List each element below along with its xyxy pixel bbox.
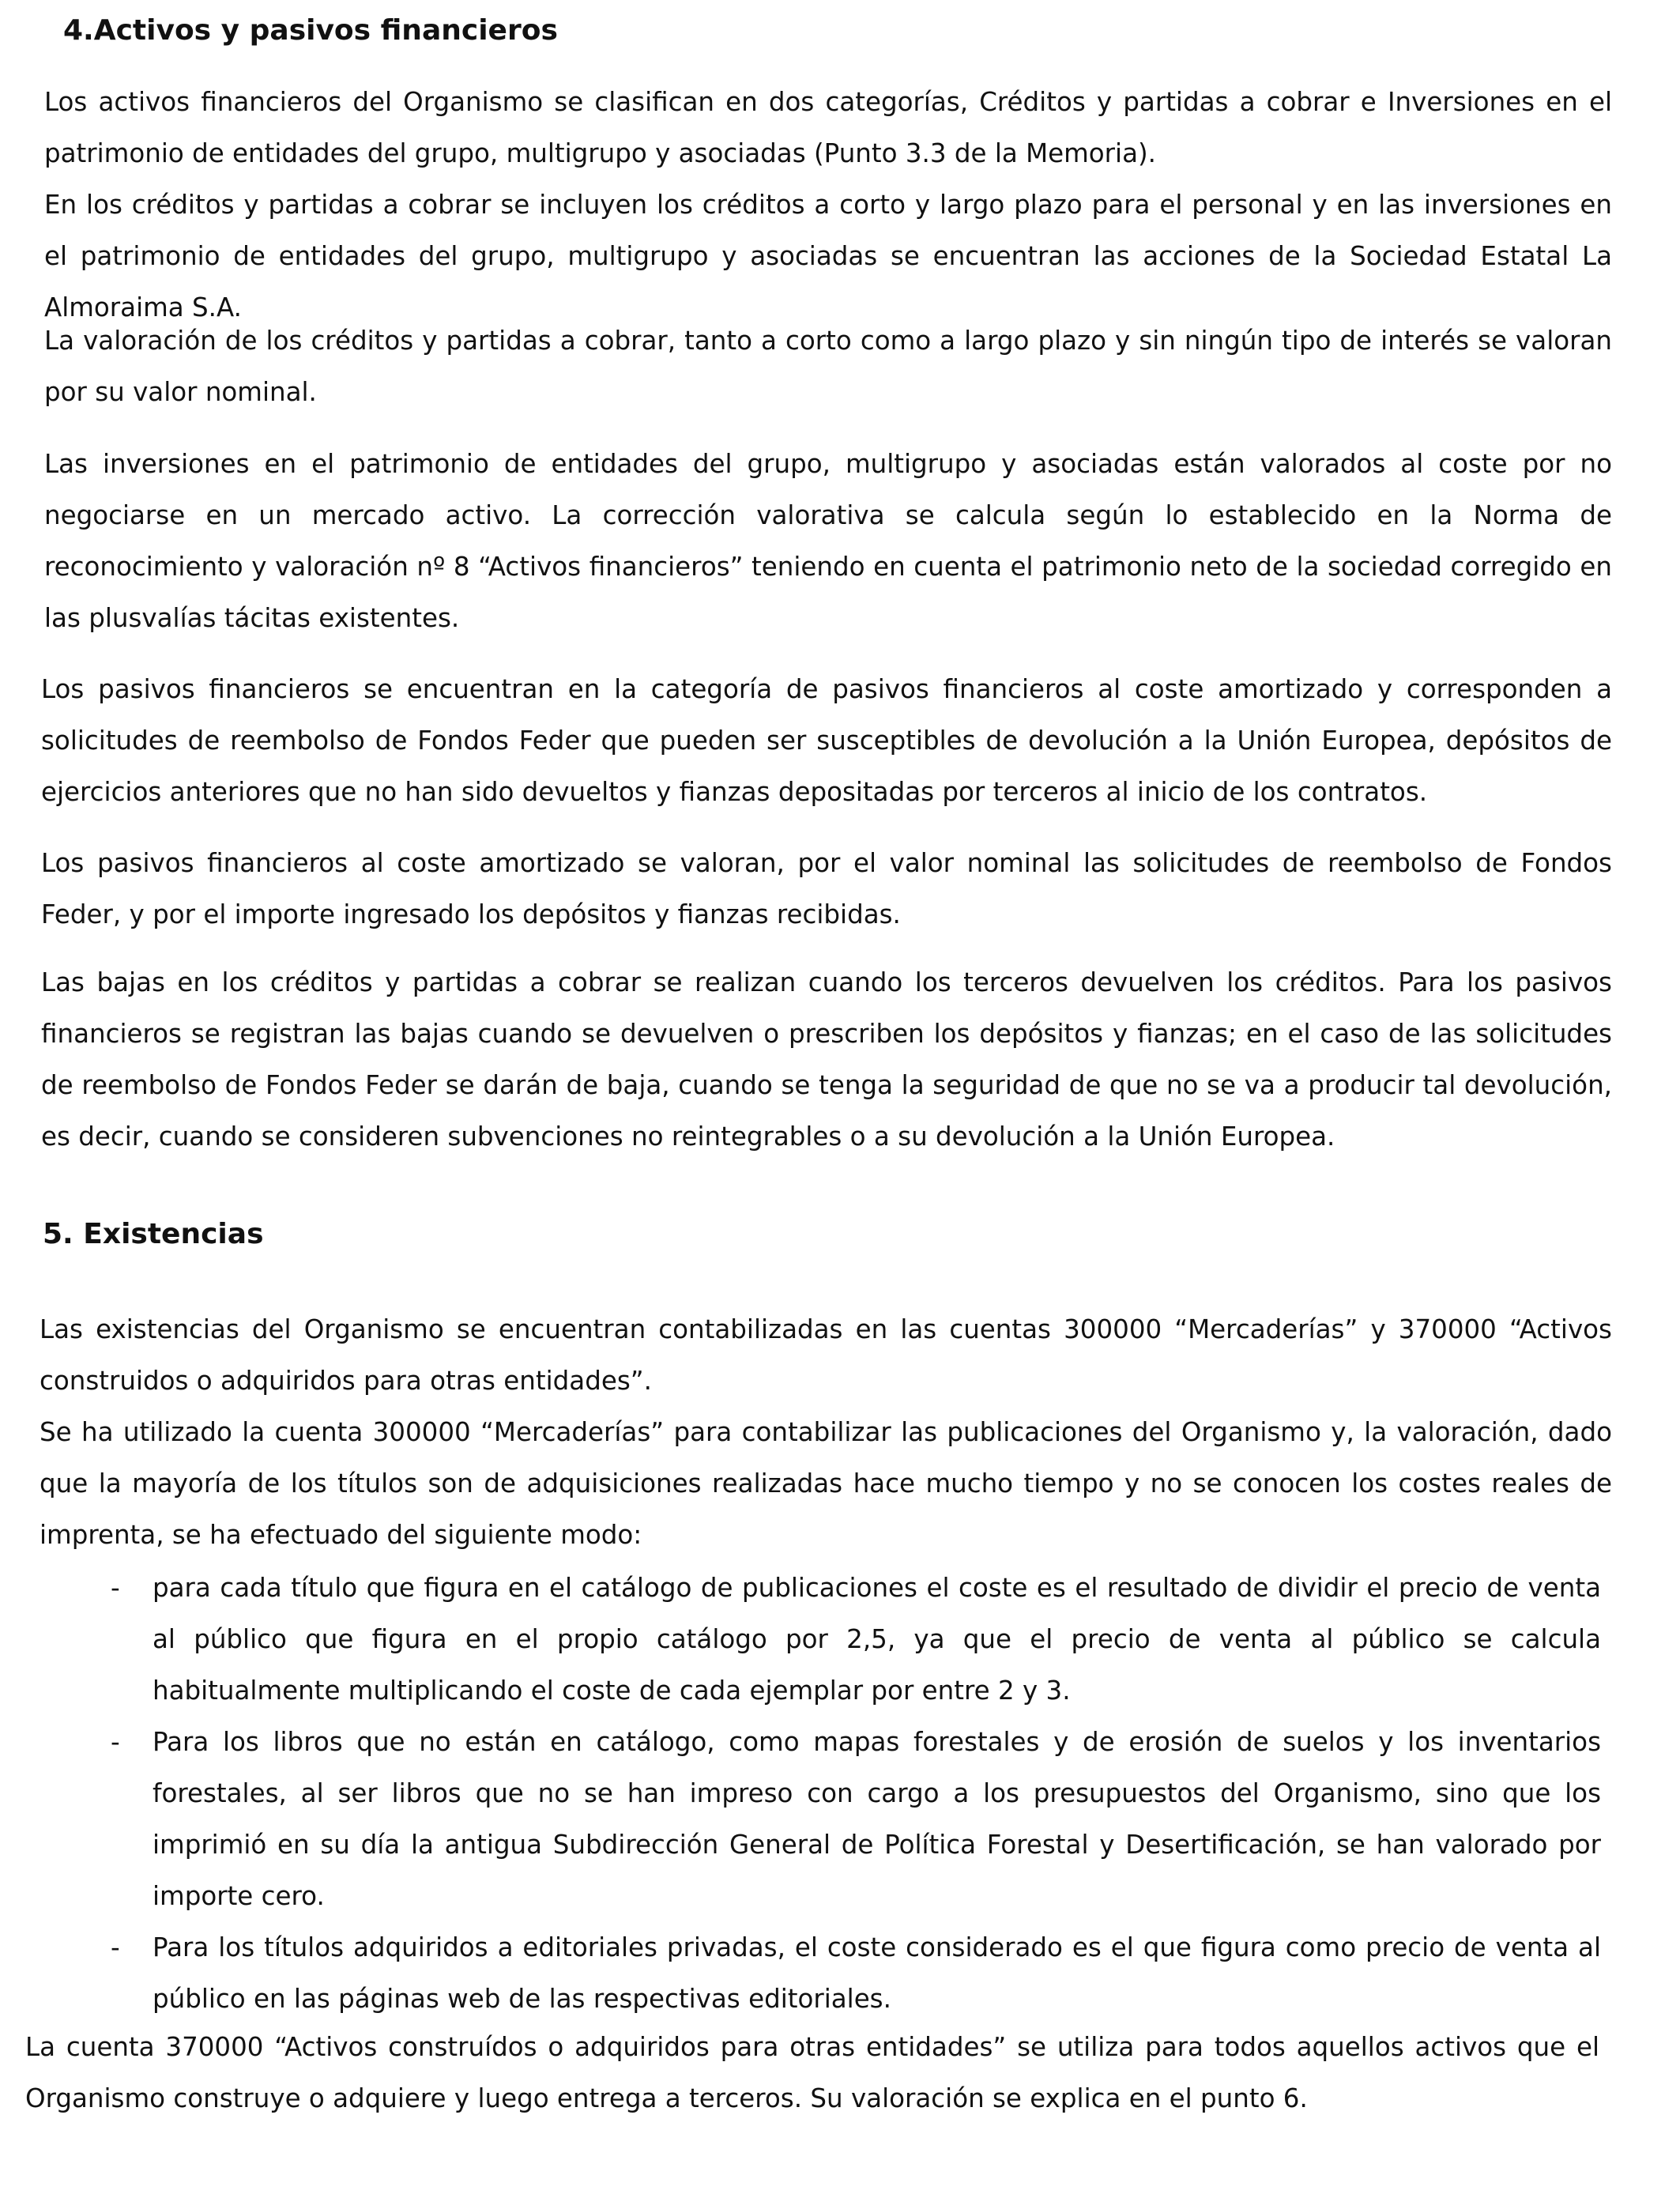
section-5-title: 5. Existencias bbox=[43, 1218, 264, 1250]
section-4-paragraph: Las bajas en los créditos y partidas a cobrar se realizan cuando los terceros devuelven los créditos. Para los pasivos financieros se registran las bajas cuando se devuelven o prescriben los depósitos y fianzas; en el caso de las solicitudes de reembolso de Fondos Feder se darán de baja, cuando se tenga la seguridad de que no se va a producir tal devolución, es decir, cuando se consideren subvenciones no reintegrables o a su devolución a la Unión Europea. bbox=[41, 967, 1612, 1152]
section-5-paragraph: Se ha utilizado la cuenta 300000 “Mercaderías” para contabilizar las publicaciones del Organismo y, la valoración, dado que la mayoría de los títulos son de adquisiciones realizadas hace mucho tiempo y no se conocen los costes reales de imprenta, se ha efectuado del siguiente modo: bbox=[40, 1417, 1612, 1550]
list-item-text: Para los libros que no están en catálogo, como mapas forestales y de erosión de suelos y los inventarios forestales, al ser libros que no se han impreso con cargo a los presupuestos del Organismo, sino que los imprimió en su día la antigua Subdirección General de Política Forestal y Desertificación, se han valorado por importe cero. bbox=[153, 1727, 1601, 1911]
section-4-paragraph: Los activos financieros del Organismo se clasifican en dos categorías, Créditos y partidas a cobrar e Inversiones en el patrimonio de entidades del grupo, multigrupo y asociadas (Punto 3.3 de la Memoria). bbox=[44, 87, 1612, 168]
section-4-paragraph: Los pasivos financieros al coste amortizado se valoran, por el valor nominal las solicitudes de reembolso de Fondos Feder, y por el importe ingresado los depósitos y fianzas recibidas. bbox=[41, 848, 1612, 929]
section-4-paragraph: Los pasivos financieros se encuentran en la categoría de pasivos financieros al coste amortizado y corresponden a solicitudes de reembolso de Fondos Feder que pueden ser susceptibles de devolución a la Unión Europea, depósitos de ejercicios anteriores que no han sido devueltos y fianzas depositadas por terceros al inicio de los contratos. bbox=[41, 674, 1612, 807]
section-4-title: 4.Activos y pasivos financieros bbox=[63, 14, 558, 47]
section-5-paragraph: Las existencias del Organismo se encuentran contabilizadas en las cuentas 300000 “Mercaderías” y 370000 “Activos construidos o adquiridos para otras entidades”. bbox=[40, 1314, 1612, 1396]
section-4-paragraph: En los créditos y partidas a cobrar se incluyen los créditos a corto y largo plazo para el personal y en las inversiones en el patrimonio de entidades del grupo, multigrupo y asociadas se encuentran las acciones de la Sociedad Estatal La Almoraima S.A. bbox=[44, 190, 1612, 322]
dash-bullet-icon: - bbox=[111, 1573, 120, 1603]
list-item-text: para cada título que figura en el catálogo de publicaciones el coste es el resultado de dividir el precio de venta al público que figura en el propio catálogo por 2,5, ya que el precio de venta al público se calcula habitualmente multiplicando el coste de cada ejemplar por entre 2 y 3. bbox=[153, 1573, 1601, 1706]
list-item bbox=[111, 1922, 1601, 2025]
list-item bbox=[111, 1717, 1601, 1922]
valuation-method-list bbox=[111, 1563, 1601, 2025]
list-item-text: Para los títulos adquiridos a editoriales privadas, el coste considerado es el que figura como precio de venta al público en las páginas web de las respectivas editoriales. bbox=[153, 1932, 1601, 2014]
dash-bullet-icon: - bbox=[111, 1727, 120, 1757]
section-5-closing-paragraph: La cuenta 370000 “Activos construídos o adquiridos para otras entidades” se utiliza para todos aquellos activos que el Organismo construye o adquiere y luego entrega a terceros. Su valoración se explica en el punto 6. bbox=[25, 2032, 1599, 2113]
section-4-paragraph: Las inversiones en el patrimonio de entidades del grupo, multigrupo y asociadas están valorados al coste por no negociarse en un mercado activo. La corrección valorativa se calcula según lo establecido en la Norma de reconocimiento y valoración nº 8 “Activos financieros” teniendo en cuenta el patrimonio neto de la sociedad corregido en las plusvalías tácitas existentes. bbox=[44, 449, 1612, 633]
list-item bbox=[111, 1563, 1601, 1717]
dash-bullet-icon: - bbox=[111, 1932, 120, 1962]
section-4-paragraph: La valoración de los créditos y partidas a cobrar, tanto a corto como a largo plazo y sin ningún tipo de interés se valoran por su valor nominal. bbox=[44, 326, 1612, 407]
